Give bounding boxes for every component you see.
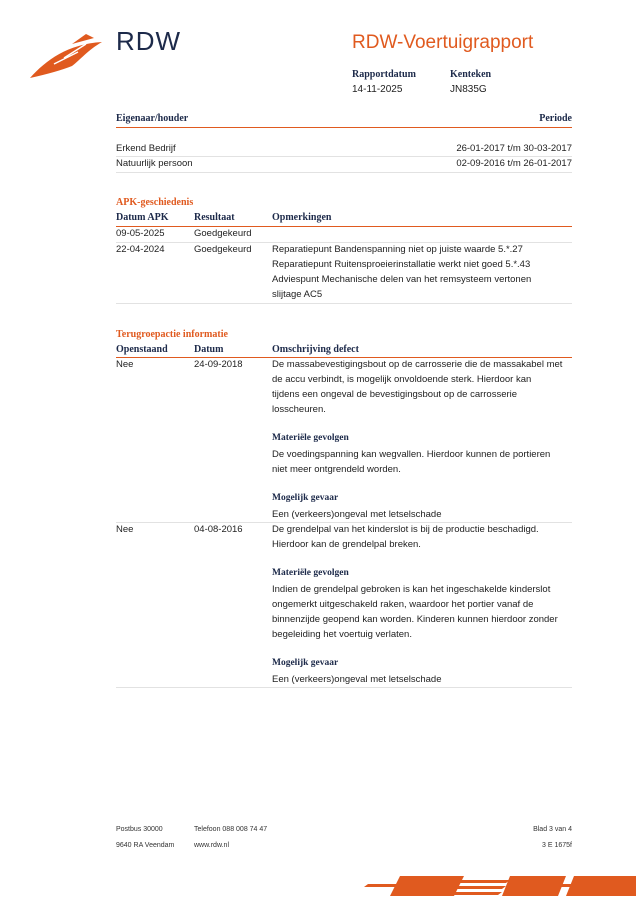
consequences-line: begeleiding het voertuig verlaten. [272, 629, 412, 640]
recall-open-cell: Nee [116, 359, 134, 370]
consequences-subheader: Materiële gevolgen [272, 433, 349, 443]
recall-desc-line: tijdens een ongeval de bevestigingsbout op de carrosserie [272, 389, 518, 400]
apk-date-cell: 09-05-2025 [116, 228, 165, 239]
period-column-header: Periode [539, 113, 572, 124]
brand-stripes-icon [360, 874, 636, 900]
apk-section-title: APK-geschiedenis [116, 197, 194, 208]
consequences-line: Indien de grendelpal gebroken is kan het ingeschakelde kinderslot [272, 584, 551, 595]
row-divider [116, 687, 572, 688]
recall-section-title: Terugroepactie informatie [116, 329, 228, 340]
owner-cell: Natuurlijk persoon [116, 158, 193, 169]
period-cell: 02-09-2016 t/m 26-01-2017 [456, 158, 572, 169]
apk-date-header: Datum APK [116, 212, 169, 223]
page-title: RDW-Voertuigrapport [352, 32, 534, 53]
apk-header-rule [116, 226, 572, 227]
footer-postbus: Postbus 30000 [116, 826, 163, 833]
apk-remark-line: Reparatiepunt Bandenspanning niet op juiste waarde 5.*.27 [272, 244, 523, 255]
apk-result-cell: Goedgekeurd [194, 244, 252, 255]
recall-open-cell: Nee [116, 524, 134, 535]
consequences-line: ongemerkt uitgeschakeld raken, waardoor het portier vanaf de [272, 599, 534, 610]
danger-line: Een (verkeers)ongeval met letselschade [272, 674, 442, 685]
owner-column-header: Eigenaar/houder [116, 113, 189, 124]
license-plate-value: JN835G [450, 84, 487, 95]
apk-result-header: Resultaat [194, 212, 235, 223]
apk-remark-line: slijtage AC5 [272, 289, 323, 300]
apk-remark-line: Adviespunt Mechanische delen van het remsysteem vertonen [272, 274, 532, 285]
consequences-line: niet meer ontgrendeld worden. [272, 464, 401, 475]
consequences-subheader: Materiële gevolgen [272, 568, 349, 578]
danger-subheader: Mogelijk gevaar [272, 493, 339, 503]
recall-date-cell: 24-09-2018 [194, 359, 243, 370]
footer-website-link[interactable]: www.rdw.nl [194, 842, 230, 849]
row-divider [116, 303, 572, 304]
recall-desc-line: De grendelpal van het kinderslot is bij de productie beschadigd. [272, 524, 539, 535]
apk-result-cell: Goedgekeurd [194, 228, 252, 239]
footer-phone: Telefoon 088 008 74 47 [194, 826, 268, 833]
danger-line: Een (verkeers)ongeval met letselschade [272, 509, 442, 520]
footer-page-number: Blad 3 van 4 [533, 826, 572, 833]
recall-date-cell: 04-08-2016 [194, 524, 243, 535]
consequences-line: binnenzijde geopend kan worden. Kinderen kunnen hierdoor zonder [272, 614, 558, 625]
period-cell: 26-01-2017 t/m 30-03-2017 [456, 143, 572, 154]
logo-text: RDW [116, 26, 182, 56]
recall-desc-line: De massabevestigingsbout op de carrosserie die de massakabel met [272, 359, 563, 370]
recall-desc-header: Omschrijving defect [272, 344, 359, 355]
recall-desc-line: losscheuren. [272, 404, 326, 415]
footer-code: 3 E 1675f [542, 842, 572, 849]
recall-open-header: Openstaand [116, 344, 168, 355]
report-date-label: Rapportdatum [352, 69, 416, 80]
apk-remark-line: Reparatiepunt Ruitensproeierinstallatie werkt niet goed 5.*.43 [272, 259, 531, 270]
recall-date-header: Datum [194, 344, 224, 355]
owners-header-rule [116, 127, 572, 128]
danger-subheader: Mogelijk gevaar [272, 658, 339, 668]
apk-remarks-header: Opmerkingen [272, 212, 332, 223]
apk-date-cell: 22-04-2024 [116, 244, 165, 255]
report-date-value: 14-11-2025 [352, 84, 403, 95]
recall-desc-line: de accu verbindt, is mogelijk onvoldoende sterk. Hierdoor kan [272, 374, 532, 385]
rdw-logo-icon [28, 30, 104, 80]
footer-city: 9640 RA Veendam [116, 842, 175, 849]
owner-cell: Erkend Bedrijf [116, 143, 176, 154]
recall-desc-line: Hierdoor kan de grendelpal breken. [272, 539, 421, 550]
consequences-line: De voedingspanning kan wegvallen. Hierdoor kunnen de portieren [272, 449, 551, 460]
row-divider [116, 172, 572, 173]
license-plate-label: Kenteken [450, 69, 492, 80]
